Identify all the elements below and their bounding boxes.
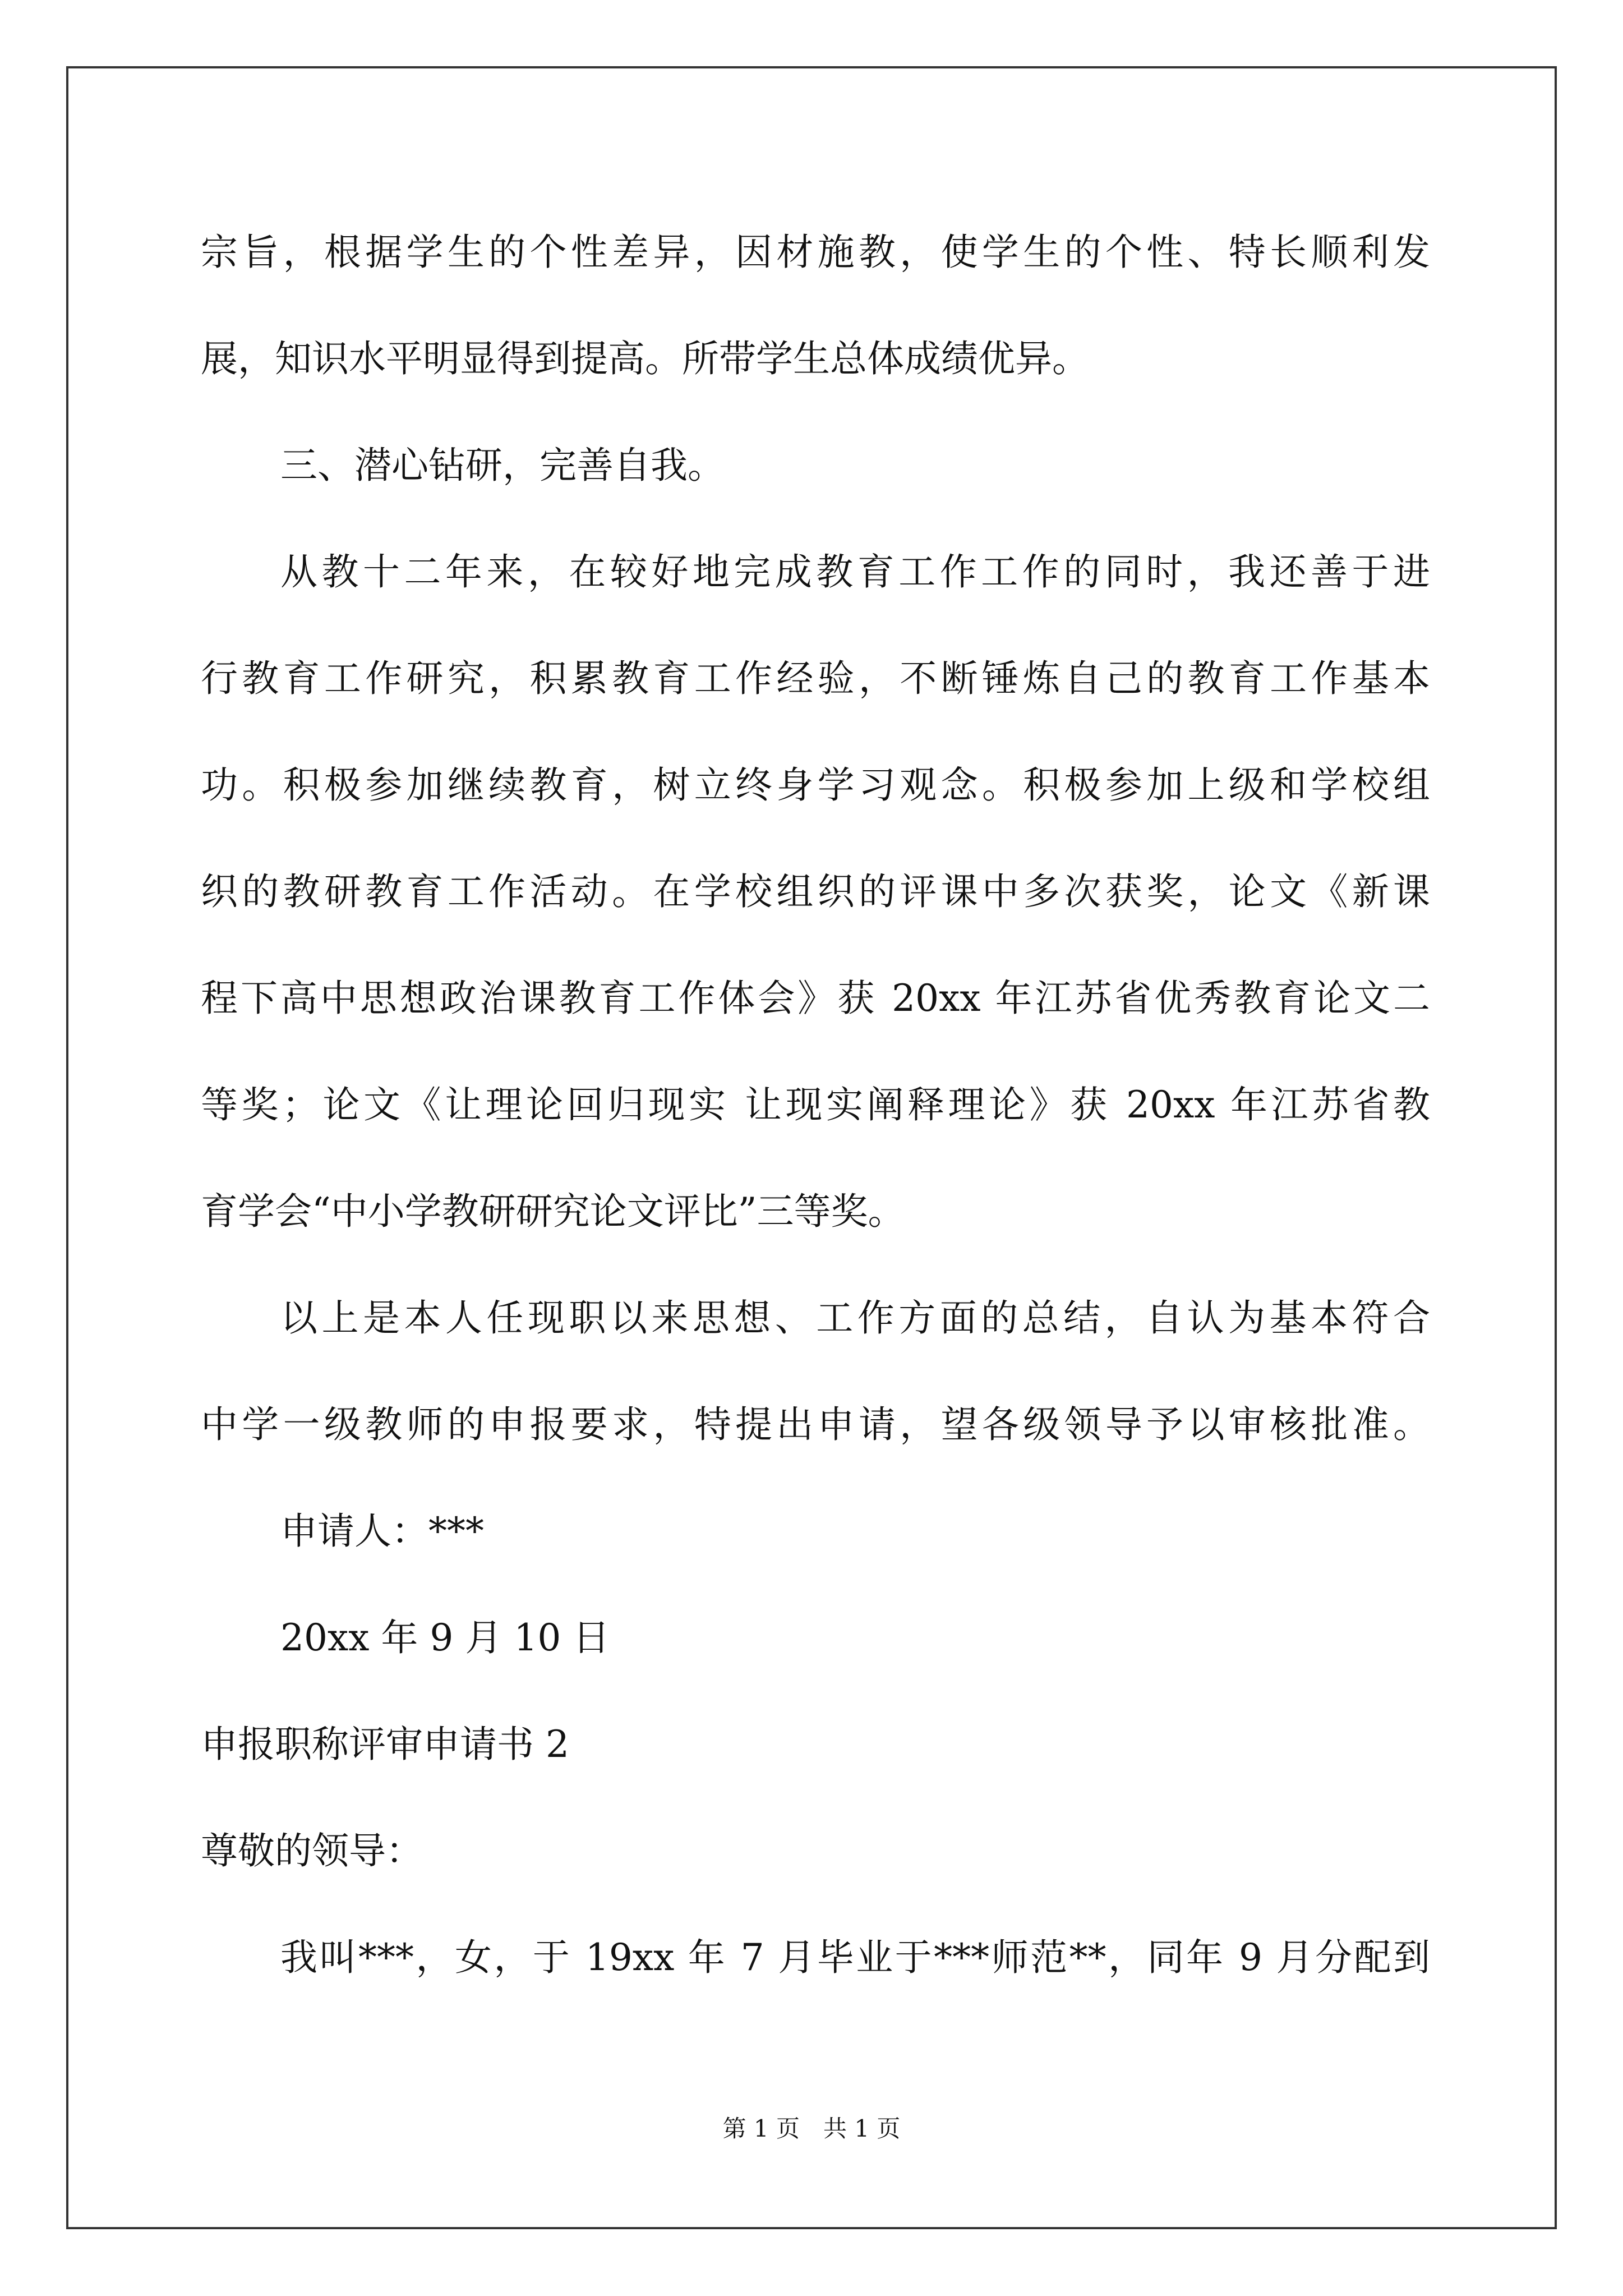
text-line: 从教十二年来，在较好地完成教育工作工作的同时，我还善于进: [280, 550, 1430, 593]
applicant-signature: 申请人：***: [280, 1510, 484, 1553]
text-line: 程下高中思想政治课教育工作体会》获 20xx 年江苏省优秀教育论文二: [201, 977, 1430, 1020]
document-title: 申报职称评审申请书 2: [201, 1723, 569, 1766]
date-line: 20xx 年 9 月 10 日: [280, 1616, 610, 1659]
section-heading: 三、潜心钻研，完善自我。: [280, 444, 725, 487]
salutation: 尊敬的领导：: [201, 1829, 423, 1872]
text-line: 我叫***，女，于 19xx 年 7 月毕业于***师范**，同年 9 月分配到: [280, 1936, 1430, 1979]
text-line: 宗旨，根据学生的个性差异，因材施教，使学生的个性、特长顺利发: [201, 231, 1430, 274]
text-line: 行教育工作研究，积累教育工作经验，不断锤炼自己的教育工作基本: [201, 657, 1430, 700]
text-line: 育学会“中小学教研研究论文评比”三等奖。: [201, 1190, 905, 1233]
text-line: 中学一级教师的申报要求，特提出申请，望各级领导予以审核批准。: [201, 1403, 1430, 1446]
page-frame: [66, 66, 1557, 2229]
text-line: 展，知识水平明显得到提高。所带学生总体成绩优异。: [201, 337, 1089, 380]
text-line: 织的教研教育工作活动。在学校组织的评课中多次获奖，论文《新课: [201, 870, 1430, 913]
text-line: 以上是本人任现职以来思想、工作方面的总结，自认为基本符合: [280, 1296, 1430, 1340]
text-line: 等奖；论文《让理论回归现实 让现实阐释理论》获 20xx 年江苏省教: [201, 1083, 1430, 1126]
text-line: 功。积极参加继续教育，树立终身学习观念。积极参加上级和学校组: [201, 763, 1430, 807]
page-number-footer: 第 1 页 共 1 页: [722, 2115, 901, 2142]
